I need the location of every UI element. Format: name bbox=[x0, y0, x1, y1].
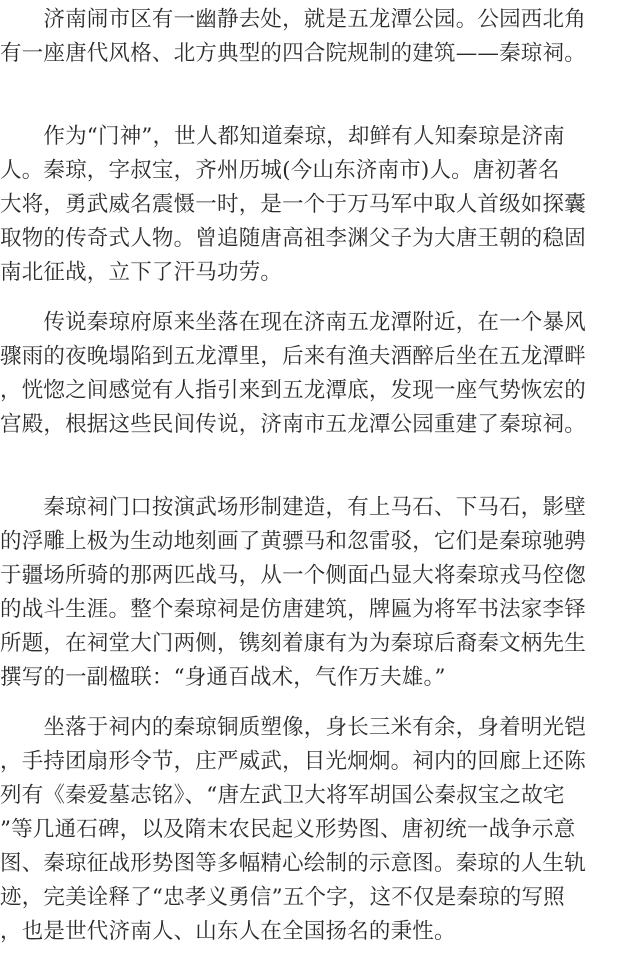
text-line: ，手持团扇形令节，庄严威武，目光炯炯。祠内的回廊上还陈 bbox=[0, 749, 586, 774]
text-line: 人。秦琼，字叔宝，齐州历城(今山东济南市)人。唐初著名 bbox=[0, 158, 560, 183]
text-line: 大将，勇武威名震慑一时，是一个于万马军中取人首级如探囊 bbox=[0, 192, 586, 217]
text-line: 秦琼祠门口按演武场形制建造，有上马石、下马石，影壁 bbox=[0, 495, 586, 520]
text-line: 的战斗生涯。整个秦琼祠是仿唐建筑，牌匾为将军书法家李铎 bbox=[0, 597, 586, 622]
text-line: 的浮雕上极为生动地刻画了黄骠马和忽雷驳，它们是秦琼驰骋 bbox=[0, 529, 586, 554]
text-line: 于疆场所骑的那两匹战马，从一个侧面凸显大将秦琼戎马倥偬 bbox=[0, 563, 586, 588]
text-line: 取物的传奇式人物。曾追随唐高祖李渊父子为大唐王朝的稳固 bbox=[0, 226, 586, 251]
text-line: 济南闹市区有一幽静去处，就是五龙潭公园。公园西北角 bbox=[0, 7, 586, 32]
text-line: ，也是世代济南人、山东人在全国扬名的秉性。 bbox=[0, 919, 456, 944]
text-line: 坐落于祠内的秦琼铜质塑像，身长三米有余，身着明光铠 bbox=[0, 715, 586, 740]
text-line: 骤雨的夜晚塌陷到五龙潭里，后来有渔夫酒醉后坐在五龙潭畔 bbox=[0, 344, 586, 369]
text-line: 宫殿，根据这些民间传说，济南市五龙潭公园重建了秦琼祠。 bbox=[0, 412, 586, 437]
text-line: ，恍惚之间感觉有人指引来到五龙潭底，发现一座气势恢宏的 bbox=[0, 378, 586, 403]
text-line: ”等几通石碑，以及隋末农民起义形势图、唐初统一战争示意 bbox=[0, 817, 576, 842]
text-line: 图、秦琼征战形势图等多幅精心绘制的示意图。秦琼的人生轨 bbox=[0, 851, 586, 876]
text-line: 迹，完美诠释了“忠孝义勇信”五个字，这不仅是秦琼的写照 bbox=[0, 885, 565, 910]
text-line: 南北征战，立下了汗马功劳。 bbox=[0, 260, 283, 285]
text-line: 传说秦琼府原来坐落在现在济南五龙潭附近，在一个暴风 bbox=[0, 310, 586, 335]
text-line: 列有《秦爱墓志铭》、“唐左武卫大将军胡国公秦叔宝之故宅 bbox=[0, 783, 565, 808]
text-line: 所题，在祠堂大门两侧，镌刻着康有为为秦琼后裔秦文柄先生 bbox=[0, 631, 586, 656]
text-line: 作为“门神”，世人都知道秦琼，却鲜有人知秦琼是济南 bbox=[0, 124, 565, 149]
text-line: 撰写的一副楹联：“身通百战术，气作万夫雄。” bbox=[0, 665, 446, 690]
text-line: 有一座唐代风格、北方典型的四合院规制的建筑——秦琼祠。 bbox=[0, 41, 586, 66]
